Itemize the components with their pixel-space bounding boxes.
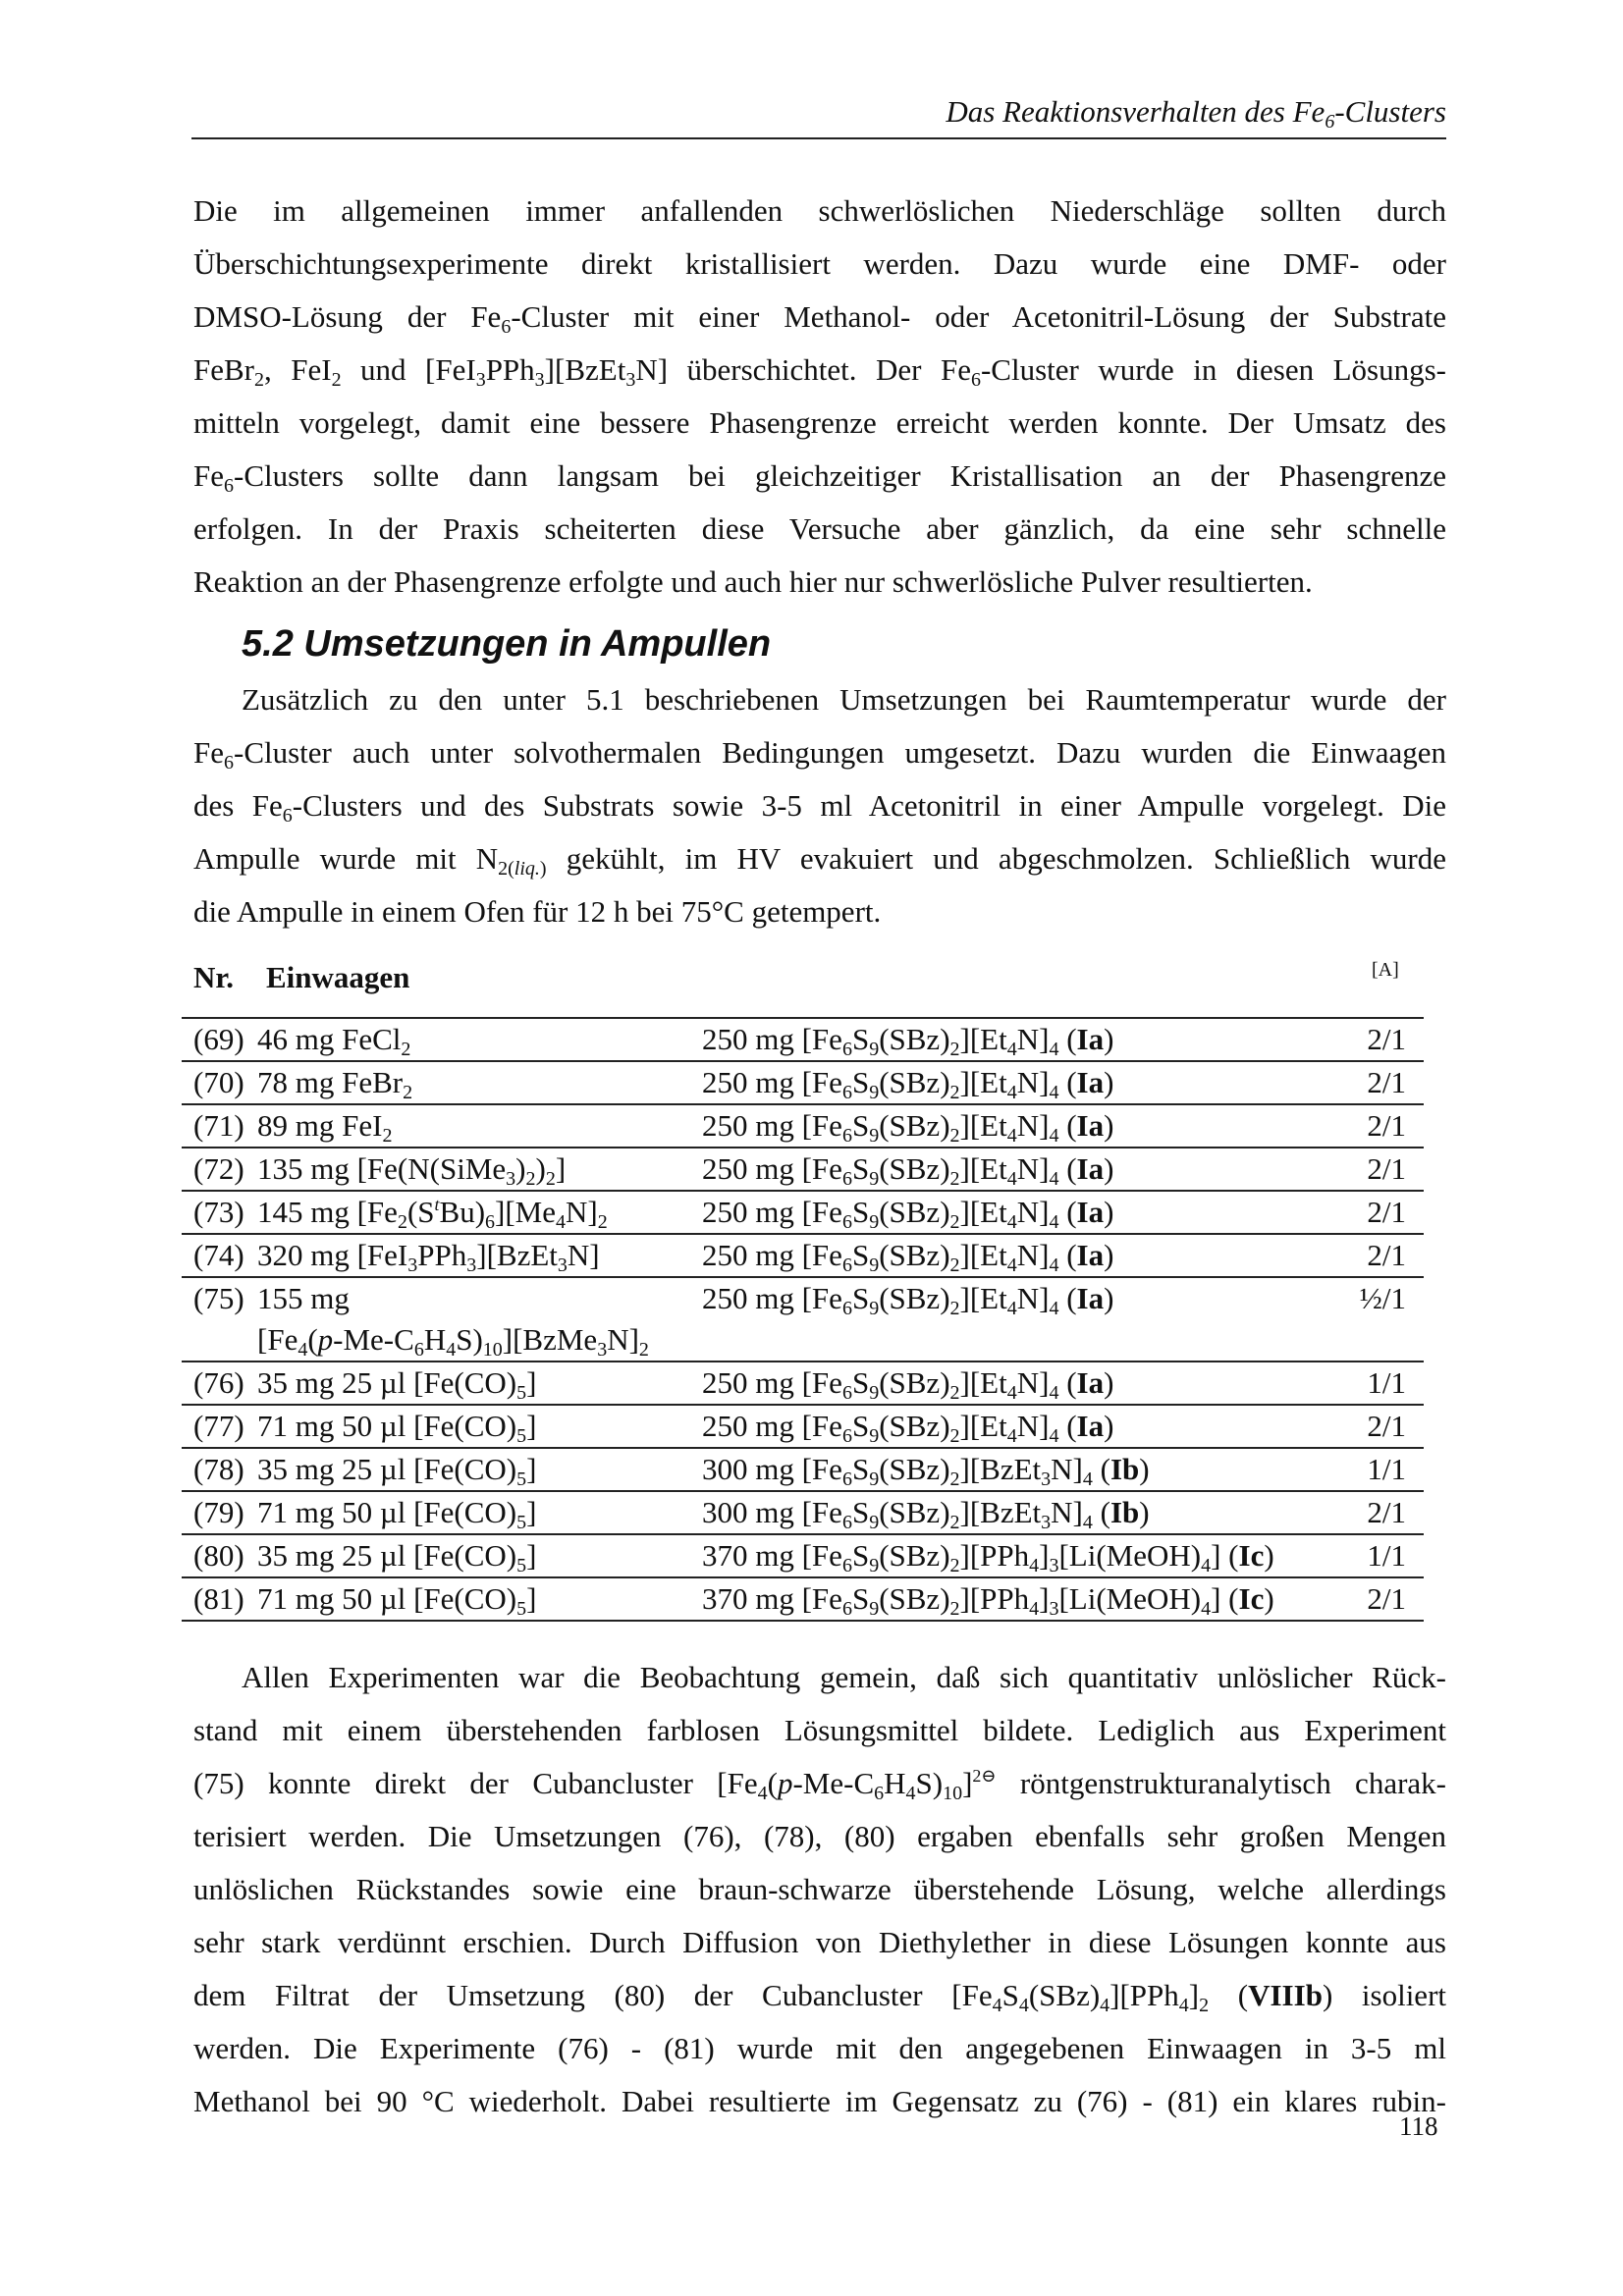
table-row [182,1405,1424,1448]
substrate-cell: 250 mg $[Fe_6S_9(SBz)_2][Et_4N]_4$ (Ia) [702,1022,1114,1060]
page-number: 118 [1399,2111,1438,2141]
paragraph-line: unlöslichen Rückstandes sowie eine braun-schwarze überstehende Lösung, welche allerdings [193,1872,1446,1906]
substrate-cell: 250 mg $[Fe_6S_9(SBz)_2][Et_4N]_4$ (Ia) [702,1195,1114,1233]
table-row [182,1104,1424,1148]
paragraph-line: Zusätzlich zu den unter 5.1 beschriebenen Umsetzungen bei Raumtemperatur wurde der [242,682,1446,717]
ratio-cell: 2/1 [1367,1495,1406,1529]
substrate-cell: 250 mg $[Fe_6S_9(SBz)_2][Et_4N]_4$ (Ia) [702,1409,1114,1447]
paragraph-line: sehr stark verdünnt erschien. Durch Diffusion von Diethylether in diese Lösungen konnte aus [193,1925,1446,1959]
reagent-cell: 35 mg 25 µl $[Fe(CO)_5]$ [257,1452,537,1490]
paragraph-line: Methanol bei 90 °C wiederholt. Dabei resultierte im Gegensatz zu (76) - (81) ein klares rubin- [193,2084,1446,2118]
substrate-cell: 250 mg $[Fe_6S_9(SBz)_2][Et_4N]_4$ (Ia) [702,1281,1114,1319]
ratio-cell: 1/1 [1367,1452,1406,1486]
row-number: (76) [193,1365,244,1400]
paragraph-line: $Fe_6$-Cluster auch unter solvothermalen Bedingungen umgesetzt. Dazu wurden die Einwaagen [193,735,1446,774]
ratio-cell: 2/1 [1367,1409,1406,1443]
ratio-cell: 2/1 [1367,1195,1406,1229]
row-number: (74) [193,1238,244,1272]
running-header [191,86,1446,139]
table-row [182,1018,1424,1061]
row-number: (77) [193,1409,244,1443]
table-row [182,1191,1424,1234]
running-title: Das Reaktionsverhalten des $Fe_6$-Clusters [946,94,1446,133]
substrate-cell: 250 mg $[Fe_6S_9(SBz)_2][Et_4N]_4$ (Ia) [702,1365,1114,1404]
column-header-einwaagen: Einwaagen [266,960,410,994]
paragraph-1 [193,185,1446,609]
paragraph-line: Überschichtungsexperimente direkt kristallisiert werden. Dazu wurde eine DMF- oder [193,246,1446,281]
table-row [182,1234,1424,1277]
substrate-cell: 250 mg $[Fe_6S_9(SBz)_2][Et_4N]_4$ (Ia) [702,1151,1114,1190]
column-header-nr: Nr. [193,960,235,994]
row-number: (73) [193,1195,244,1229]
row-number: (75) [193,1281,244,1315]
row-number: (71) [193,1108,244,1143]
reagent-cell: 35 mg 25 µl $[Fe(CO)_5]$ [257,1538,537,1576]
paragraph-line: $Fe_6$-Clusters sollte dann langsam bei gleichzeitiger Kristallisation an der Phasengrenze [193,458,1446,497]
substrate-cell: 250 mg $[Fe_6S_9(SBz)_2][Et_4N]_4$ (Ia) [702,1065,1114,1103]
paragraph-line: des $Fe_6$-Clusters und des Substrats sowie 3-5 ml Acetonitril in einer Ampulle vorgelegt. Die [193,788,1447,827]
paragraph-line: Ampulle wurde mit $N_{2(liq.)}$ gekühlt, im HV evakuiert und abgeschmolzen. Schließlich wurde [193,841,1446,880]
row-number: (70) [193,1065,244,1099]
table-row [182,1061,1424,1104]
ratio-cell: 2/1 [1367,1151,1406,1186]
table-row [182,1277,1424,1362]
reagent-cell: 145 mg $[Fe_2(S^tBu)_6][Me_4N]_2$ [257,1195,608,1233]
row-number: (78) [193,1452,244,1486]
ratio-cell: 2/1 [1367,1108,1406,1143]
reagent-cell: 155 mg $[Fe_4(p-Me-C_6H_4S)_{10}][BzMe_3N]_2$ [257,1281,649,1361]
reagent-cell: 71 mg 50 µl $[Fe(CO)_5]$ [257,1409,537,1447]
reagent-cell: 71 mg 50 µl $[Fe(CO)_5]$ [257,1581,537,1620]
paragraph-line: werden. Die Experimente (76) - (81) wurde mit den angegebenen Einwaagen in 3-5 ml [193,2031,1446,2065]
row-number: (81) [193,1581,244,1616]
einwaagen-table [182,1017,1424,1622]
reagent-cell: 35 mg 25 µl $[Fe(CO)_5]$ [257,1365,537,1404]
paragraph-line: Allen Experimenten war die Beobachtung gemein, daß sich quantitativ unlöslicher Rück- [242,1660,1446,1694]
table-row [182,1534,1424,1577]
reagent-cell: 135 mg $[Fe(N(SiMe_3)_2)_2]$ [257,1151,567,1190]
reagent-cell: 89 mg FeI$_2$ [257,1108,393,1147]
ratio-cell: 2/1 [1367,1581,1406,1616]
ratio-cell: ½/1 [1359,1281,1406,1315]
paragraph-line: Reaktion an der Phasengrenze erfolgte und auch hier nur schwerlösliche Pulver resultierten. [193,564,1313,599]
table-row [182,1362,1424,1405]
paragraph-line: stand mit einem überstehenden farblosen Lösungsmittel bildete. Lediglich aus Experiment [193,1713,1446,1747]
column-header-ratio-note: [A] [1372,959,1399,981]
reagent-cell: 46 mg FeCl$_2$ [257,1022,411,1060]
paragraph-2 [193,673,1446,938]
substrate-cell: 300 mg $[Fe_6S_9(SBz)_2][BzEt_3N]_4$ (Ib) [702,1495,1150,1533]
substrate-cell: 250 mg $[Fe_6S_9(SBz)_2][Et_4N]_4$ (Ia) [702,1238,1114,1276]
table-row [182,1148,1424,1191]
ratio-cell: 1/1 [1367,1365,1406,1400]
substrate-cell: 370 mg $[Fe_6S_9(SBz)_2][PPh_4]_3[Li(MeOH)_4]$ (Ic) [702,1581,1274,1620]
ratio-cell: 2/1 [1367,1065,1406,1099]
paragraph-line: dem Filtrat der Umsetzung (80) der Cubancluster $[Fe_4S_4(SBz)_4][PPh_4]_2$ (VIIIb) isoliert [193,1978,1447,2016]
section-heading: 5.2 Umsetzungen in Ampullen [242,623,772,665]
paragraph-line: mitteln vorgelegt, damit eine bessere Phasengrenze erreicht werden konnte. Der Umsatz des [193,405,1446,440]
substrate-cell: 300 mg $[Fe_6S_9(SBz)_2][BzEt_3N]_4$ (Ib) [702,1452,1150,1490]
paragraph-3 [193,1651,1446,2128]
table-row [182,1491,1424,1534]
row-number: (80) [193,1538,244,1573]
row-number: (72) [193,1151,244,1186]
substrate-cell: 250 mg $[Fe_6S_9(SBz)_2][Et_4N]_4$ (Ia) [702,1108,1114,1147]
paragraph-line: terisiert werden. Die Umsetzungen (76), (78), (80) ergaben ebenfalls sehr großen Mengen [193,1819,1446,1853]
reagent-cell: 78 mg FeBr$_2$ [257,1065,413,1103]
ratio-cell: 2/1 [1367,1022,1406,1056]
paragraph-line: Die im allgemeinen immer anfallenden schwerlöslichen Niederschläge sollten durch [193,193,1446,228]
row-number: (79) [193,1495,244,1529]
row-number: (69) [193,1022,244,1056]
reagent-cell: 71 mg 50 µl $[Fe(CO)_5]$ [257,1495,537,1533]
ratio-cell: 1/1 [1367,1538,1406,1573]
paragraph-line: erfolgen. In der Praxis scheiterten diese Versuche aber gänzlich, da eine sehr schnelle [193,511,1446,546]
paragraph-line: die Ampulle in einem Ofen für 12 h bei 75°C getempert. [193,894,882,929]
table-row [182,1577,1424,1621]
substrate-cell: 370 mg $[Fe_6S_9(SBz)_2][PPh_4]_3[Li(MeOH)_4]$ (Ic) [702,1538,1274,1576]
reagent-cell: 320 mg [FeI$_3$PPh$_3$][BzEt$_3$N] [257,1238,600,1276]
paragraph-line: DMSO-Lösung der $Fe_6$-Cluster mit einer Methanol- oder Acetonitril-Lösung der Substrate [193,299,1446,338]
paragraph-line: (75) konnte direkt der Cubancluster $[Fe_4(p-Me-C_6H_4S)_{10}]^{2⊖}$ röntgenstrukturanalytisch charak- [193,1766,1446,1804]
ratio-cell: 2/1 [1367,1238,1406,1272]
paragraph-line: FeBr$_2$, FeI$_2$ und [FeI$_3$PPh$_3$][BzEt$_3$N] überschichtet. Der $Fe_6$-Cluster wurde in diesen Lösungs- [193,352,1446,391]
table-row [182,1448,1424,1491]
